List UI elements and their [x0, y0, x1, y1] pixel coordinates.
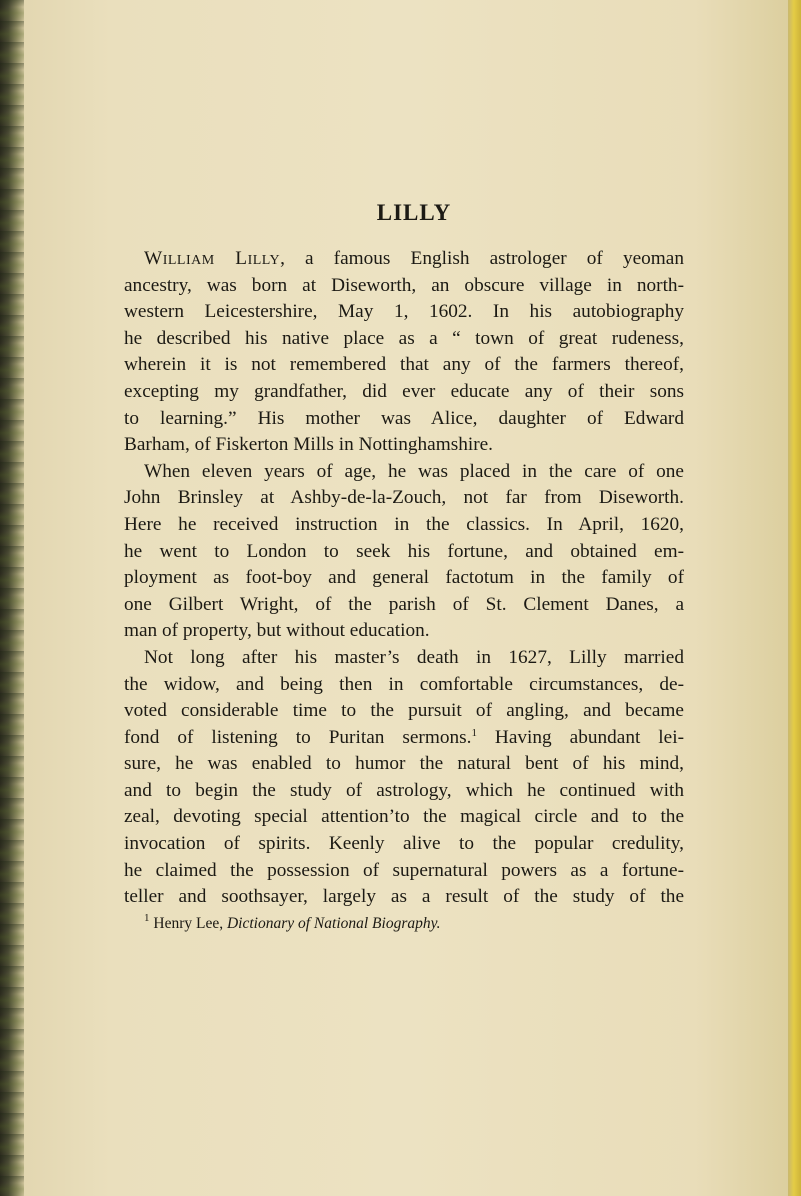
page-content — [124, 200, 684, 933]
text-line: When eleven years of age, he was placed in the care of one — [144, 460, 684, 482]
paragraph-1 — [124, 246, 684, 459]
footnote-author: Henry Lee, — [153, 914, 227, 932]
text-line: and to begin the study of astrology, which he continued with — [124, 779, 684, 801]
book-edge-right — [788, 0, 801, 1196]
text-line: Barham, of Fiskerton Mills in Nottinghamshire. — [124, 434, 493, 456]
text-line: William Lilly, a famous English astrologer of yeoman — [144, 248, 684, 269]
footnote — [124, 911, 684, 933]
name-small-caps: William Lilly — [144, 248, 281, 269]
footnote-work: Dictionary of National Biography. — [226, 914, 441, 932]
text-line: he claimed the possession of supernatural powers as a fortune- — [124, 859, 684, 881]
text-line: excepting my grandfather, did ever educate any of their sons — [124, 380, 684, 402]
text-line: man of property, but without education. — [124, 620, 430, 642]
binding-stain — [0, 0, 24, 1196]
text-line: John Brinsley at Ashby-de-la-Zouch, not far from Diseworth. — [124, 487, 684, 509]
page-title: LILLY — [376, 200, 452, 225]
text-line: zeal, devoting special attention’to the magical circle and to the — [124, 806, 684, 828]
text-line: the widow, and being then in comfortable circumstances, de- — [124, 673, 684, 695]
text-line: voted considerable time to the pursuit of angling, and became — [124, 700, 684, 722]
text-line: sure, he was enabled to humor the natural bent of his mind, — [124, 753, 684, 775]
text-line: he described his native place as a “ town of great rudeness, — [124, 327, 684, 349]
footnote-marker: 1 — [144, 911, 150, 924]
text-line: western Leicestershire, May 1, 1602. In his autobiography — [124, 301, 684, 323]
paragraph-3 — [124, 645, 684, 911]
text-line: ancestry, was born at Diseworth, an obscure village in north- — [124, 274, 684, 296]
text-line: one Gilbert Wright, of the parish of St. Clement Danes, a — [124, 593, 684, 615]
paragraph-2 — [124, 459, 684, 645]
text-line: Here he received instruction in the classics. In April, 1620, — [124, 513, 684, 535]
text-line: invocation of spirits. Keenly alive to the popular credulity, — [124, 833, 684, 855]
footnote-ref: 1 — [471, 726, 477, 739]
text-line: teller and soothsayer, largely as a result of the study of the — [124, 886, 684, 908]
text-line: fond of listening to Puritan sermons.$^1$ Having abundant lei- — [124, 726, 684, 748]
text-line: wherein it is not remembered that any of the farmers thereof, — [124, 354, 684, 376]
text-line: he went to London to seek his fortune, and obtained em- — [124, 540, 684, 562]
text-line: to learning.” His mother was Alice, daughter of Edward — [124, 407, 684, 429]
text-line: Not long after his master’s death in 1627, Lilly married — [144, 646, 684, 668]
text-line: ployment as foot-boy and general factotum in the family of — [124, 567, 684, 589]
